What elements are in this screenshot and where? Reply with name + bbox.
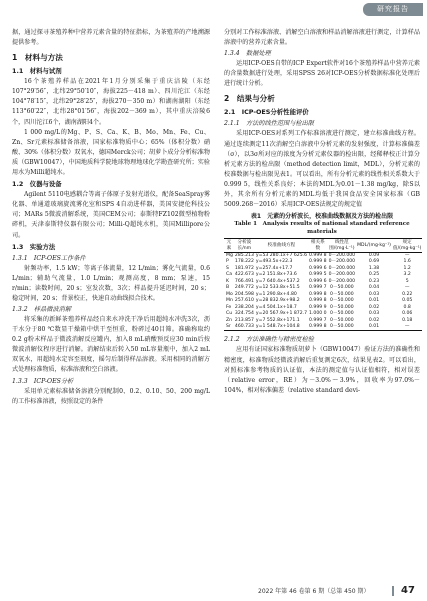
paragraph-digestion: 将采集的新鲜茶殖养样品经自来水冲洗干净后用超纯水冲洗3次，沥干水分于80 ℃数显干燥箱中烘干至恒重，粉碎过40目筛。准确称取约0.2 g粉末样品于微波消解反应罐内，加入8 mL硝酸预反应30 min后按微波消解仪程序进行消解。消解结束后转入50 mL容量瓶中，加入2 mL双氧水，用超纯水定容至刻度，摇匀后制得样品溶液。采用相同的消解方式处理标准物质，标准溶液和空白溶液。 — [12, 315, 210, 374]
table-cell: Ca — [226, 272, 233, 278]
table-cell: 0－50.000 — [330, 298, 354, 304]
paragraph-data: 运用ICP-OES自带的ICP Expert软件对16个茶殖养样品中营养元素的含量数据进行处理，采用SPSS 26对ICP-OES分析数据标准化处理后进行统计分析。 — [224, 60, 420, 88]
table-cell: 1.38 — [368, 265, 380, 271]
table-cell: 0.999 8 — [309, 298, 327, 304]
table-cell: 0－200.000 — [328, 253, 356, 259]
table-cell: Mg — [226, 253, 233, 259]
table-cell: 181.972 — [234, 265, 254, 271]
subsection-heading-methods: 1.3 实验方法 — [12, 242, 56, 251]
table-cell: 0.999 8 — [309, 259, 327, 265]
page-footer — [0, 583, 427, 601]
paragraph-analysis: 采用单元素标准储备溶液分别配制0、0.2、0.10、50、200 mg/L的工作标准溶液，按照设定的条件 — [12, 387, 210, 405]
table-cell: K — [226, 278, 230, 284]
table-caption: 表1 元素的分析波长，校准曲线数据及方法的检出限 — [250, 213, 394, 221]
table-cell: 0.22 — [402, 291, 413, 297]
table-cell: 0.999 7 — [309, 285, 327, 291]
table-cell: 204.598 — [234, 291, 254, 297]
table-cell: 257.610 — [234, 298, 254, 304]
table-cell: y=7 640.4x+537.2 — [255, 278, 300, 284]
table-cell: 0－50.000 — [330, 311, 354, 317]
paragraph-conditions: 射频功率，1.5 kW；等离子体流量，12 L/min；雾化气流量，0.6 L/min；辅助气流量，1.0 L/min；观测高度，8 mm；泵速，15 r/min；读数时间，20 s；室发次数，3次；样品提升延迟时间，20 s；稳定时间，20 s；背景校正，快速自动曲线拟合技术。 — [12, 264, 210, 302]
calibration-table — [224, 238, 422, 331]
table-cell: y=2 151.8x+73.6 — [255, 272, 297, 278]
issue-info: 2022 年第 46 卷第 6 期（总第 450 期） — [258, 588, 370, 595]
subsubsection-heading-analysis: 1.3.3 ICP-OES分析 — [12, 377, 74, 385]
table-cell: y=1 290.8x+4.80 — [255, 291, 297, 297]
table-cell: y=1 548.7x+104.8 — [255, 324, 308, 331]
table-cell: 238.204 — [234, 304, 254, 310]
subsection-heading-reagents: 1.1 材料与试剂 — [12, 67, 62, 76]
subsubsection-heading-accuracy: 2.1.2 方法准确性与精密度检验 — [224, 336, 314, 344]
table-cell: 0.06 — [402, 311, 413, 317]
table-cell: Mn — [226, 298, 233, 304]
table-cell: 0.999 6 — [309, 265, 327, 271]
table-cell: 178.222 — [234, 259, 254, 265]
right-column — [224, 28, 420, 396]
table-cell: — — [404, 253, 410, 259]
subsubsection-heading-linearity: 2.1.1 方法的线性范围与检出限 — [224, 120, 314, 128]
table-cell: y=20 567.9x+1 872.7 — [255, 311, 308, 317]
table-header-cell: 分析波长/nm — [234, 239, 255, 253]
intro-paragraph: 据，通过探寻茶殖养种中营养元素含量的特征指标，为茶殖养的产地溯源提供参考。 — [12, 29, 210, 47]
table-cell: 766.491 — [234, 278, 254, 284]
footer-divider — [392, 586, 394, 596]
table-cell: 422.673 — [234, 272, 254, 278]
table-cell: 0.999 8 — [309, 324, 327, 330]
subsubsection-heading-data: 1.3.4 数据处理 — [224, 50, 271, 58]
section-tag: 研究报告 — [363, 3, 423, 16]
table-cell: 0.25 — [368, 272, 380, 278]
table-cell: 0－200.000 — [328, 278, 356, 284]
table-cell: 5 — [405, 278, 409, 284]
subsubsection-heading-conditions: 1.3.1 ICP-OES工作条件 — [12, 254, 86, 262]
table-cell: 0－200.000 — [328, 272, 356, 278]
table-caption-en: Table 1 Analysis results of national standard reference materials — [234, 221, 410, 235]
table-cell: 213.857 — [234, 317, 254, 323]
table-cell: 0－200.000 — [328, 265, 356, 271]
table-cell: 0.999 6 — [309, 278, 327, 284]
paragraph-instruments: Agilent 5110电感耦合等离子体原子发射光谱仪，配备SeaSpray雾化器、单通道玻璃旋流雾化室和SPS 4自动进样器，美国安捷伦科技公司；MARs 5微波消解系统，美国CEM公司；泰斯特FZ102微型植物粉碎机，天津泰斯特仪器有限公司；Milli-Q超纯水机，美国Millipore公司。 — [12, 191, 210, 239]
table-cell: y=28 832.9x+98.2 — [255, 298, 300, 304]
table-cell: 0.01 — [356, 324, 392, 331]
table-cell: B — [226, 285, 230, 291]
table-header-cell: 相关系数 — [308, 239, 328, 253]
paragraph-accuracy: 应用有证国家标准物质胡萝卜（GBW10047）验证方法的准确性和精密度，标准物质经微波消解后重复测定6次，结果见表2。可以看出，对照标准参考物质的认证值，本法的测定值与认证值相符，相对误差（relative error，RE）为－3.0%～3.9%，回收率为97.0%－104%，相对标准偏差（relative standard devi- — [224, 346, 420, 394]
subsubsection-heading-digestion: 1.3.2 样品微波消解 — [12, 305, 72, 313]
table-cell: 285.213 — [234, 253, 254, 259]
page-number: 47 — [401, 585, 415, 596]
table-cell: y=257.4x+17.7 — [255, 265, 293, 271]
table-cell: 0.999 8 — [309, 253, 327, 259]
table-cell: 0.69 — [368, 259, 380, 265]
table-cell: y=4 504.1x+18.7 — [255, 304, 297, 310]
left-column — [12, 28, 210, 407]
subsection-heading-performance: 2.1 ICP-OES分析性能评价 — [224, 108, 309, 117]
table-cell: 0－50.000 — [330, 317, 354, 323]
table-cell: 3.2 — [403, 272, 411, 278]
table-cell: 0.999 5 — [309, 272, 327, 278]
table-cell: P — [226, 259, 229, 265]
table-cell: 1.2 — [403, 265, 411, 271]
table-cell: Sr — [224, 324, 234, 331]
paragraph-reagents: 1 000 mg/L的Mg、P、S、Ca、K、B、Mo、Mn、Fe、Cu、Zn、Sr元素标准储备溶液，国家标准物质中心；65%（体积分数）硝酸、30%（体积分数）双氧水，德国Merck公司；胡萝卜成分分析标准物质（GBW10047），中国地质科学院地球物理地球化学勘查研究所；实验用水为Milli超纯水。 — [12, 128, 210, 177]
table-cell: 1.000 0 — [309, 311, 327, 317]
table-cell: 0.09 — [368, 253, 380, 259]
table-cell: 0.999 7 — [309, 317, 327, 323]
table-cell: 0－50.000 — [330, 304, 354, 310]
table-cell: 0.18 — [402, 317, 413, 323]
table-cell: — — [404, 285, 410, 291]
table-cell: 460.733 — [234, 324, 254, 330]
table-header-cell: 规定值/(mg·kg⁻¹) — [392, 240, 422, 251]
table-cell: y=53 280.1x+7 625.6 — [255, 253, 308, 259]
table-cell: 0－50.000 — [328, 324, 357, 331]
table-cell: 0.03 — [368, 311, 380, 317]
table-cell: 0－50.000 — [330, 291, 354, 297]
table-header-cell: 元素 — [224, 239, 234, 253]
table-cell: y=493.5x+22.3 — [255, 259, 293, 265]
table-cell: 0.8 — [403, 304, 411, 310]
section-heading-results: 2 结果与分析 — [224, 94, 275, 104]
table-cell: 0.05 — [402, 298, 413, 304]
table-cell: S — [226, 265, 229, 271]
table-cell: 1.6 — [403, 259, 411, 265]
table-cell: 324.754 — [234, 311, 254, 317]
table-cell: Fe — [226, 304, 232, 310]
table-cell: 0.03 — [368, 291, 380, 297]
table-row — [224, 324, 422, 331]
table-header-cell: 校准曲线方程 — [255, 239, 308, 253]
table-header-row — [224, 239, 422, 253]
table-cell: 0.999 9 — [309, 304, 327, 310]
paragraph-linearity: 采用ICP-OES对系列工作标准溶液进行测定，建立标准曲线方程。通过连续测定11次消解空白溶液中分析元素的发射强度，计算标准偏差（σ），以3σ所对应的浓度为分析元素仪器的检出限，经稀释校正计算分析元素方法的检出限（method detection limit，MDL），分析元素的校准数据与检出限见表1。可以看出，所有分析元素的线性相关系数大于0.999 5，线性关系良好；本法的MDL为0.01－1.38 mg/kg，除S以外，其余所有分析元素的MDL均低于我国食品安全国家标准（GB 5009.268－2016）采用ICP-OES法规定的规定值 — [224, 130, 420, 209]
table-cell: Zn — [226, 317, 233, 323]
table-cell: 249.772 — [234, 285, 254, 291]
paragraph-samples: 16个茶殖养样品在2021年1月分别采集于重庆涪陵（东经107°29′56″，北纬29°50′10″，海拔225－418 m）、四川沱江（东经104°78′15″，北纬29°28′25″，海拔270－350 m）和湖南湖阳（东经113°60′22″，北纬28°01′56″，海拔202－369 m），其中重庆涪陵6个，四川沱江6个，湖南湖阳4个。 — [12, 78, 210, 126]
table-cell: 0－200.000 — [328, 259, 356, 265]
table-cell: 0－50.000 — [330, 285, 354, 291]
section-heading-materials: 1 材料与方法 — [12, 53, 63, 63]
table-cell: 0.02 — [368, 304, 380, 310]
table-cell: — — [392, 324, 422, 331]
table-cell: 0.23 — [368, 278, 380, 284]
table-cell: Cu — [226, 311, 233, 317]
table-cell: y=12 533.8x+51.5 — [255, 285, 300, 291]
table-cell: 0.01 — [368, 298, 380, 304]
table-cell: 0.999 8 — [309, 291, 327, 297]
table-header-cell: 线性范围/(mg·L⁻¹) — [329, 240, 355, 251]
table-cell: 0.02 — [368, 317, 380, 323]
paragraph-analysis-cont: 分别对工作标准溶液、消解空白溶液和样品消解溶液进行测定，计算样品溶液中的营养元素含量。 — [224, 29, 420, 47]
table-cell: Mo — [226, 291, 233, 297]
subsection-heading-instruments: 1.2 仪器与设备 — [12, 180, 62, 189]
table-header-cell: MDL/(mg·kg⁻¹) — [356, 239, 392, 253]
table-cell: 0.04 — [368, 285, 380, 291]
table-cell: y=7 552.8x+171.1 — [255, 317, 300, 323]
